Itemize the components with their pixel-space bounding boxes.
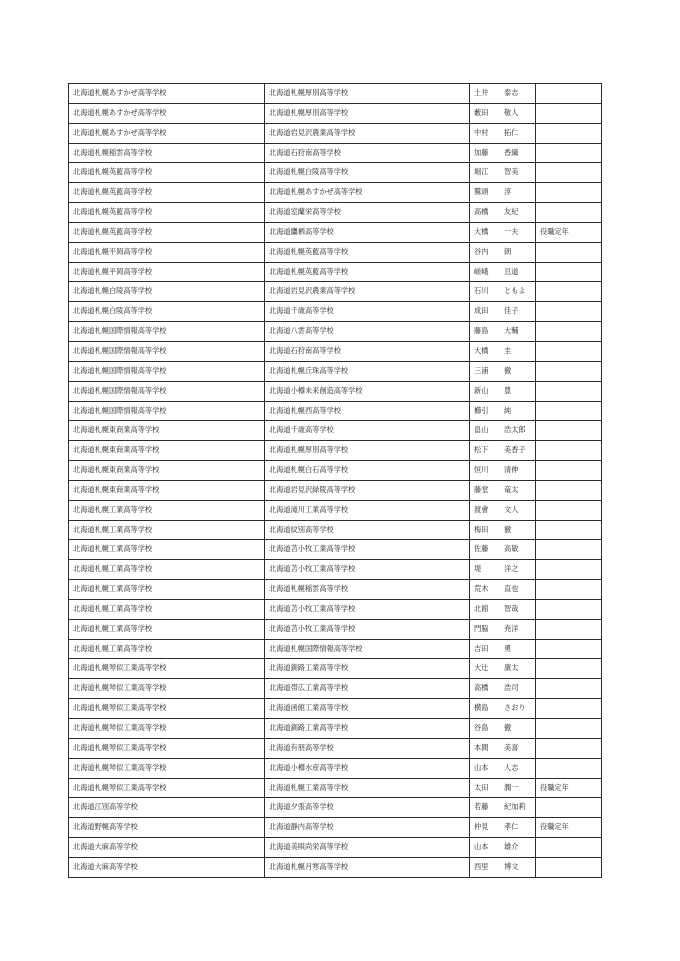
given-name: 佳子	[504, 306, 519, 316]
note-cell: 役職定年	[536, 222, 602, 242]
note-cell: 役職定年	[536, 818, 602, 838]
family-name: 藤島	[474, 326, 489, 336]
from-school-cell: 北海道札幌東商業高等学校	[69, 421, 265, 441]
given-name: 孝仁	[504, 822, 519, 832]
family-name: 荒木	[474, 584, 489, 594]
table-row	[69, 758, 602, 778]
from-school-cell: 北海道札幌あすかぜ高等学校	[69, 103, 265, 123]
from-school-cell: 北海道札幌琴似工業高等学校	[69, 679, 265, 699]
person-name-cell	[470, 599, 536, 619]
family-name: 櫛引	[474, 405, 489, 415]
note-cell	[536, 203, 602, 223]
person-name-cell	[470, 123, 536, 143]
given-name: 潤一	[504, 782, 519, 792]
table-row	[69, 441, 602, 461]
table-row	[69, 540, 602, 560]
table-body	[69, 84, 602, 878]
person-name-cell	[470, 818, 536, 838]
family-name: 若藤	[474, 802, 489, 812]
table-row	[69, 480, 602, 500]
from-school-cell: 北海道札幌東商業高等学校	[69, 480, 265, 500]
from-school-cell: 北海道札幌工業高等学校	[69, 619, 265, 639]
to-school-cell: 北海道岩見沢農業高等学校	[265, 123, 470, 143]
to-school-cell: 北海道札幌丘珠高等学校	[265, 361, 470, 381]
to-school-cell: 北海道室蘭栄高等学校	[265, 203, 470, 223]
to-school-cell: 北海道小樽水産高等学校	[265, 758, 470, 778]
table-row	[69, 361, 602, 381]
table-row	[69, 619, 602, 639]
note-cell	[536, 302, 602, 322]
family-name: 松下	[474, 445, 489, 455]
person-name-cell	[470, 500, 536, 520]
person-name-cell	[470, 679, 536, 699]
table-row	[69, 242, 602, 262]
given-name: 尭洋	[504, 623, 519, 633]
note-cell	[536, 84, 602, 104]
from-school-cell: 北海道札幌琴似工業高等学校	[69, 758, 265, 778]
given-name: 文人	[504, 504, 519, 514]
family-name: 西里	[474, 861, 489, 871]
to-school-cell: 北海道有朋高等学校	[265, 738, 470, 758]
from-school-cell: 北海道札幌東商業高等学校	[69, 441, 265, 461]
given-name: 高敏	[504, 544, 519, 554]
person-name-cell	[470, 580, 536, 600]
person-name-cell	[470, 857, 536, 877]
to-school-cell: 北海道滝川工業高等学校	[265, 500, 470, 520]
family-name: 中村	[474, 127, 489, 137]
given-name: 浩太郎	[504, 425, 526, 435]
person-name-cell	[470, 84, 536, 104]
note-cell: 役職定年	[536, 778, 602, 798]
to-school-cell: 北海道札幌あすかぜ高等学校	[265, 183, 470, 203]
given-name: 清伸	[504, 465, 519, 475]
given-name: さおり	[504, 703, 526, 713]
from-school-cell: 北海道札幌あすかぜ高等学校	[69, 123, 265, 143]
to-school-cell: 北海道札幌厚別高等学校	[265, 441, 470, 461]
given-name: 紀加莉	[504, 802, 526, 812]
given-name: 智哉	[504, 603, 519, 613]
table-row	[69, 103, 602, 123]
family-name: 横島	[474, 703, 489, 713]
family-name: 渡會	[474, 504, 489, 514]
given-name: 朗	[504, 246, 512, 256]
family-name: 吉田	[474, 643, 489, 653]
table-row	[69, 560, 602, 580]
to-school-cell: 北海道苫小牧工業高等学校	[265, 599, 470, 619]
person-name-cell	[470, 302, 536, 322]
table-row	[69, 123, 602, 143]
given-name: 美香子	[504, 445, 526, 455]
note-cell	[536, 857, 602, 877]
from-school-cell: 北海道札幌国際情報高等学校	[69, 381, 265, 401]
family-name: 成田	[474, 306, 489, 316]
from-school-cell: 北海道札幌琴似工業高等学校	[69, 699, 265, 719]
to-school-cell: 北海道夕張高等学校	[265, 798, 470, 818]
person-name-cell	[470, 738, 536, 758]
note-cell	[536, 798, 602, 818]
to-school-cell: 北海道石狩南高等学校	[265, 143, 470, 163]
given-name: 康太	[504, 663, 519, 673]
from-school-cell: 北海道札幌国際情報高等学校	[69, 322, 265, 342]
to-school-cell: 北海道鷹栖高等学校	[265, 222, 470, 242]
person-name-cell	[470, 421, 536, 441]
family-name: 鷲頭	[474, 187, 489, 197]
note-cell	[536, 401, 602, 421]
table-row	[69, 282, 602, 302]
from-school-cell: 北海道札幌平岡高等学校	[69, 242, 265, 262]
table-row	[69, 520, 602, 540]
note-cell	[536, 242, 602, 262]
given-name: 大輔	[504, 326, 519, 336]
to-school-cell: 北海道苫小牧工業高等学校	[265, 540, 470, 560]
family-name: 新山	[474, 385, 489, 395]
table-row	[69, 738, 602, 758]
person-name-cell	[470, 203, 536, 223]
table-row	[69, 222, 602, 242]
person-name-cell	[470, 838, 536, 858]
person-name-cell	[470, 282, 536, 302]
from-school-cell: 北海道大麻高等学校	[69, 857, 265, 877]
from-school-cell: 北海道野幌高等学校	[69, 818, 265, 838]
given-name: 浩司	[504, 683, 519, 693]
person-name-cell	[470, 262, 536, 282]
given-name: 博文	[504, 861, 519, 871]
given-name: 豊	[504, 385, 512, 395]
person-name-cell	[470, 361, 536, 381]
given-name: 徹	[504, 723, 512, 732]
to-school-cell: 北海道札幌厚別高等学校	[265, 103, 470, 123]
to-school-cell: 北海道札幌白石高等学校	[265, 461, 470, 481]
to-school-cell: 北海道八雲高等学校	[265, 322, 470, 342]
to-school-cell: 北海道札幌稲雲高等学校	[265, 580, 470, 600]
person-name-cell	[470, 103, 536, 123]
to-school-cell: 北海道札幌工業高等学校	[265, 778, 470, 798]
family-name: 畠山	[474, 425, 489, 435]
table-row	[69, 381, 602, 401]
table-row	[69, 599, 602, 619]
family-name: 梅田	[474, 524, 489, 534]
given-name: 人志	[504, 762, 519, 772]
person-name-cell	[470, 163, 536, 183]
to-school-cell: 北海道岩見沢農業高等学校	[265, 282, 470, 302]
family-name: 恒川	[474, 465, 489, 475]
given-name: 圭	[504, 345, 512, 355]
note-cell	[536, 480, 602, 500]
to-school-cell: 北海道釧路工業高等学校	[265, 659, 470, 679]
note-cell	[536, 659, 602, 679]
given-name: 一夫	[504, 226, 519, 236]
family-name: 北館	[474, 603, 489, 613]
person-name-cell	[470, 639, 536, 659]
personnel-transfer-table	[68, 83, 602, 878]
person-name-cell	[470, 659, 536, 679]
given-name: 淳	[504, 187, 512, 197]
to-school-cell: 北海道紋別高等学校	[265, 520, 470, 540]
note-cell	[536, 758, 602, 778]
note-cell	[536, 838, 602, 858]
table-row	[69, 163, 602, 183]
note-cell	[536, 441, 602, 461]
table-row	[69, 838, 602, 858]
given-name: ともよ	[504, 286, 526, 296]
note-cell	[536, 520, 602, 540]
family-name: 谷島	[474, 723, 489, 732]
from-school-cell: 北海道大麻高等学校	[69, 838, 265, 858]
person-name-cell	[470, 758, 536, 778]
from-school-cell: 北海道札幌国際情報高等学校	[69, 341, 265, 361]
family-name: 太田	[474, 782, 489, 792]
table-row	[69, 679, 602, 699]
note-cell	[536, 719, 602, 739]
table-row	[69, 699, 602, 719]
table-row	[69, 183, 602, 203]
given-name: 美喜	[504, 742, 519, 752]
family-name: 嵯峨	[474, 266, 489, 276]
to-school-cell: 北海道苫小牧工業高等学校	[265, 560, 470, 580]
from-school-cell: 北海道札幌白陵高等学校	[69, 282, 265, 302]
to-school-cell: 北海道札幌西高等学校	[265, 401, 470, 421]
table-row	[69, 322, 602, 342]
given-name: 徹	[504, 365, 512, 375]
person-name-cell	[470, 520, 536, 540]
note-cell	[536, 341, 602, 361]
family-name: 高橋	[474, 207, 489, 217]
table-row	[69, 639, 602, 659]
from-school-cell: 北海道札幌国際情報高等学校	[69, 361, 265, 381]
given-name: 友紀	[504, 207, 519, 217]
table-row	[69, 818, 602, 838]
from-school-cell: 北海道札幌英藍高等学校	[69, 203, 265, 223]
note-cell	[536, 679, 602, 699]
family-name: 山本	[474, 842, 489, 852]
note-cell	[536, 322, 602, 342]
family-name: 三浦	[474, 365, 489, 375]
from-school-cell: 北海道札幌白陵高等学校	[69, 302, 265, 322]
note-cell	[536, 103, 602, 123]
table-row	[69, 798, 602, 818]
table-row	[69, 659, 602, 679]
to-school-cell: 北海道岩見沢緑陵高等学校	[265, 480, 470, 500]
given-name: 徹	[504, 524, 512, 534]
to-school-cell: 北海道札幌英藍高等学校	[265, 262, 470, 282]
to-school-cell: 北海道札幌国際情報高等学校	[265, 639, 470, 659]
note-cell	[536, 183, 602, 203]
family-name: 谷内	[474, 246, 489, 256]
table-row	[69, 262, 602, 282]
person-name-cell	[470, 242, 536, 262]
family-name: 加藤	[474, 147, 489, 157]
person-name-cell	[470, 540, 536, 560]
from-school-cell: 北海道札幌工業高等学校	[69, 560, 265, 580]
family-name: 堤	[474, 564, 482, 574]
person-name-cell	[470, 480, 536, 500]
person-name-cell	[470, 719, 536, 739]
given-name: 智美	[504, 167, 519, 177]
person-name-cell	[470, 778, 536, 798]
person-name-cell	[470, 341, 536, 361]
note-cell	[536, 619, 602, 639]
from-school-cell: 北海道札幌工業高等学校	[69, 639, 265, 659]
table-row	[69, 461, 602, 481]
table-row	[69, 143, 602, 163]
person-name-cell	[470, 222, 536, 242]
table-row	[69, 302, 602, 322]
person-name-cell	[470, 560, 536, 580]
family-name: 大橋	[474, 226, 489, 236]
from-school-cell: 北海道札幌琴似工業高等学校	[69, 719, 265, 739]
from-school-cell: 北海道札幌英藍高等学校	[69, 183, 265, 203]
given-name: 勇	[504, 643, 512, 653]
to-school-cell: 北海道札幌英藍高等学校	[265, 242, 470, 262]
to-school-cell: 北海道小樽未来創造高等学校	[265, 381, 470, 401]
note-cell	[536, 540, 602, 560]
given-name: 洋之	[504, 564, 519, 574]
note-cell	[536, 421, 602, 441]
note-cell	[536, 580, 602, 600]
note-cell	[536, 500, 602, 520]
person-name-cell	[470, 401, 536, 421]
table-row	[69, 421, 602, 441]
given-name: 香織	[504, 147, 519, 157]
from-school-cell: 北海道札幌英藍高等学校	[69, 222, 265, 242]
family-name: 佐藤	[474, 544, 489, 554]
table-row	[69, 401, 602, 421]
from-school-cell: 北海道札幌工業高等学校	[69, 500, 265, 520]
family-name: 大橋	[474, 345, 489, 355]
to-school-cell: 北海道釧路工業高等学校	[265, 719, 470, 739]
note-cell	[536, 560, 602, 580]
given-name: 拓仁	[504, 127, 519, 137]
from-school-cell: 北海道札幌琴似工業高等学校	[69, 738, 265, 758]
from-school-cell: 北海道札幌東商業高等学校	[69, 461, 265, 481]
family-name: 大辻	[474, 663, 489, 673]
person-name-cell	[470, 699, 536, 719]
table-row	[69, 719, 602, 739]
note-cell	[536, 639, 602, 659]
note-cell	[536, 361, 602, 381]
given-name: 亘道	[504, 266, 519, 276]
given-name: 竜太	[504, 484, 519, 494]
to-school-cell: 北海道札幌月寒高等学校	[265, 857, 470, 877]
person-name-cell	[470, 619, 536, 639]
family-name: 門脇	[474, 623, 489, 633]
to-school-cell: 北海道札幌白陵高等学校	[265, 163, 470, 183]
given-name: 雄介	[504, 842, 519, 852]
family-name: 土井	[474, 88, 489, 97]
table-row	[69, 580, 602, 600]
from-school-cell: 北海道江別高等学校	[69, 798, 265, 818]
table-row	[69, 857, 602, 877]
from-school-cell: 北海道札幌稲雲高等学校	[69, 143, 265, 163]
to-school-cell: 北海道美唄尚栄高等学校	[265, 838, 470, 858]
person-name-cell	[470, 322, 536, 342]
from-school-cell: 北海道札幌工業高等学校	[69, 540, 265, 560]
person-name-cell	[470, 798, 536, 818]
from-school-cell: 北海道札幌工業高等学校	[69, 520, 265, 540]
from-school-cell: 北海道札幌平岡高等学校	[69, 262, 265, 282]
to-school-cell: 北海道静内高等学校	[265, 818, 470, 838]
given-name: 泰志	[504, 88, 519, 97]
family-name: 高橋	[474, 683, 489, 693]
person-name-cell	[470, 183, 536, 203]
to-school-cell: 北海道千歳高等学校	[265, 302, 470, 322]
from-school-cell: 北海道札幌あすかぜ高等学校	[69, 84, 265, 104]
from-school-cell: 北海道札幌工業高等学校	[69, 580, 265, 600]
family-name: 山本	[474, 762, 489, 772]
table-row	[69, 778, 602, 798]
table-row	[69, 203, 602, 223]
person-name-cell	[470, 441, 536, 461]
family-name: 仲見	[474, 822, 489, 832]
given-name: 純	[504, 405, 512, 415]
note-cell	[536, 699, 602, 719]
note-cell	[536, 282, 602, 302]
given-name: 直也	[504, 584, 519, 594]
note-cell	[536, 262, 602, 282]
to-school-cell: 北海道札幌厚別高等学校	[265, 84, 470, 104]
table-row	[69, 500, 602, 520]
to-school-cell: 北海道石狩南高等学校	[265, 341, 470, 361]
note-cell	[536, 381, 602, 401]
person-name-cell	[470, 461, 536, 481]
person-name-cell	[470, 143, 536, 163]
note-cell	[536, 599, 602, 619]
family-name: 堀江	[474, 167, 489, 177]
given-name: 敬人	[504, 107, 519, 117]
family-name: 藪田	[474, 107, 489, 117]
note-cell	[536, 738, 602, 758]
table-row	[69, 84, 602, 104]
note-cell	[536, 163, 602, 183]
person-name-cell	[470, 381, 536, 401]
table-row	[69, 341, 602, 361]
from-school-cell: 北海道札幌工業高等学校	[69, 599, 265, 619]
from-school-cell: 北海道札幌国際情報高等学校	[69, 401, 265, 421]
note-cell	[536, 143, 602, 163]
note-cell	[536, 123, 602, 143]
to-school-cell: 北海道苫小牧工業高等学校	[265, 619, 470, 639]
from-school-cell: 北海道札幌英藍高等学校	[69, 163, 265, 183]
from-school-cell: 北海道札幌琴似工業高等学校	[69, 778, 265, 798]
family-name: 本間	[474, 742, 489, 752]
note-cell	[536, 461, 602, 481]
family-name: 藤堂	[474, 484, 489, 494]
to-school-cell: 北海道函館工業高等学校	[265, 699, 470, 719]
from-school-cell: 北海道札幌琴似工業高等学校	[69, 659, 265, 679]
to-school-cell: 北海道帯広工業高等学校	[265, 679, 470, 699]
family-name: 石川	[474, 286, 489, 296]
to-school-cell: 北海道千歳高等学校	[265, 421, 470, 441]
